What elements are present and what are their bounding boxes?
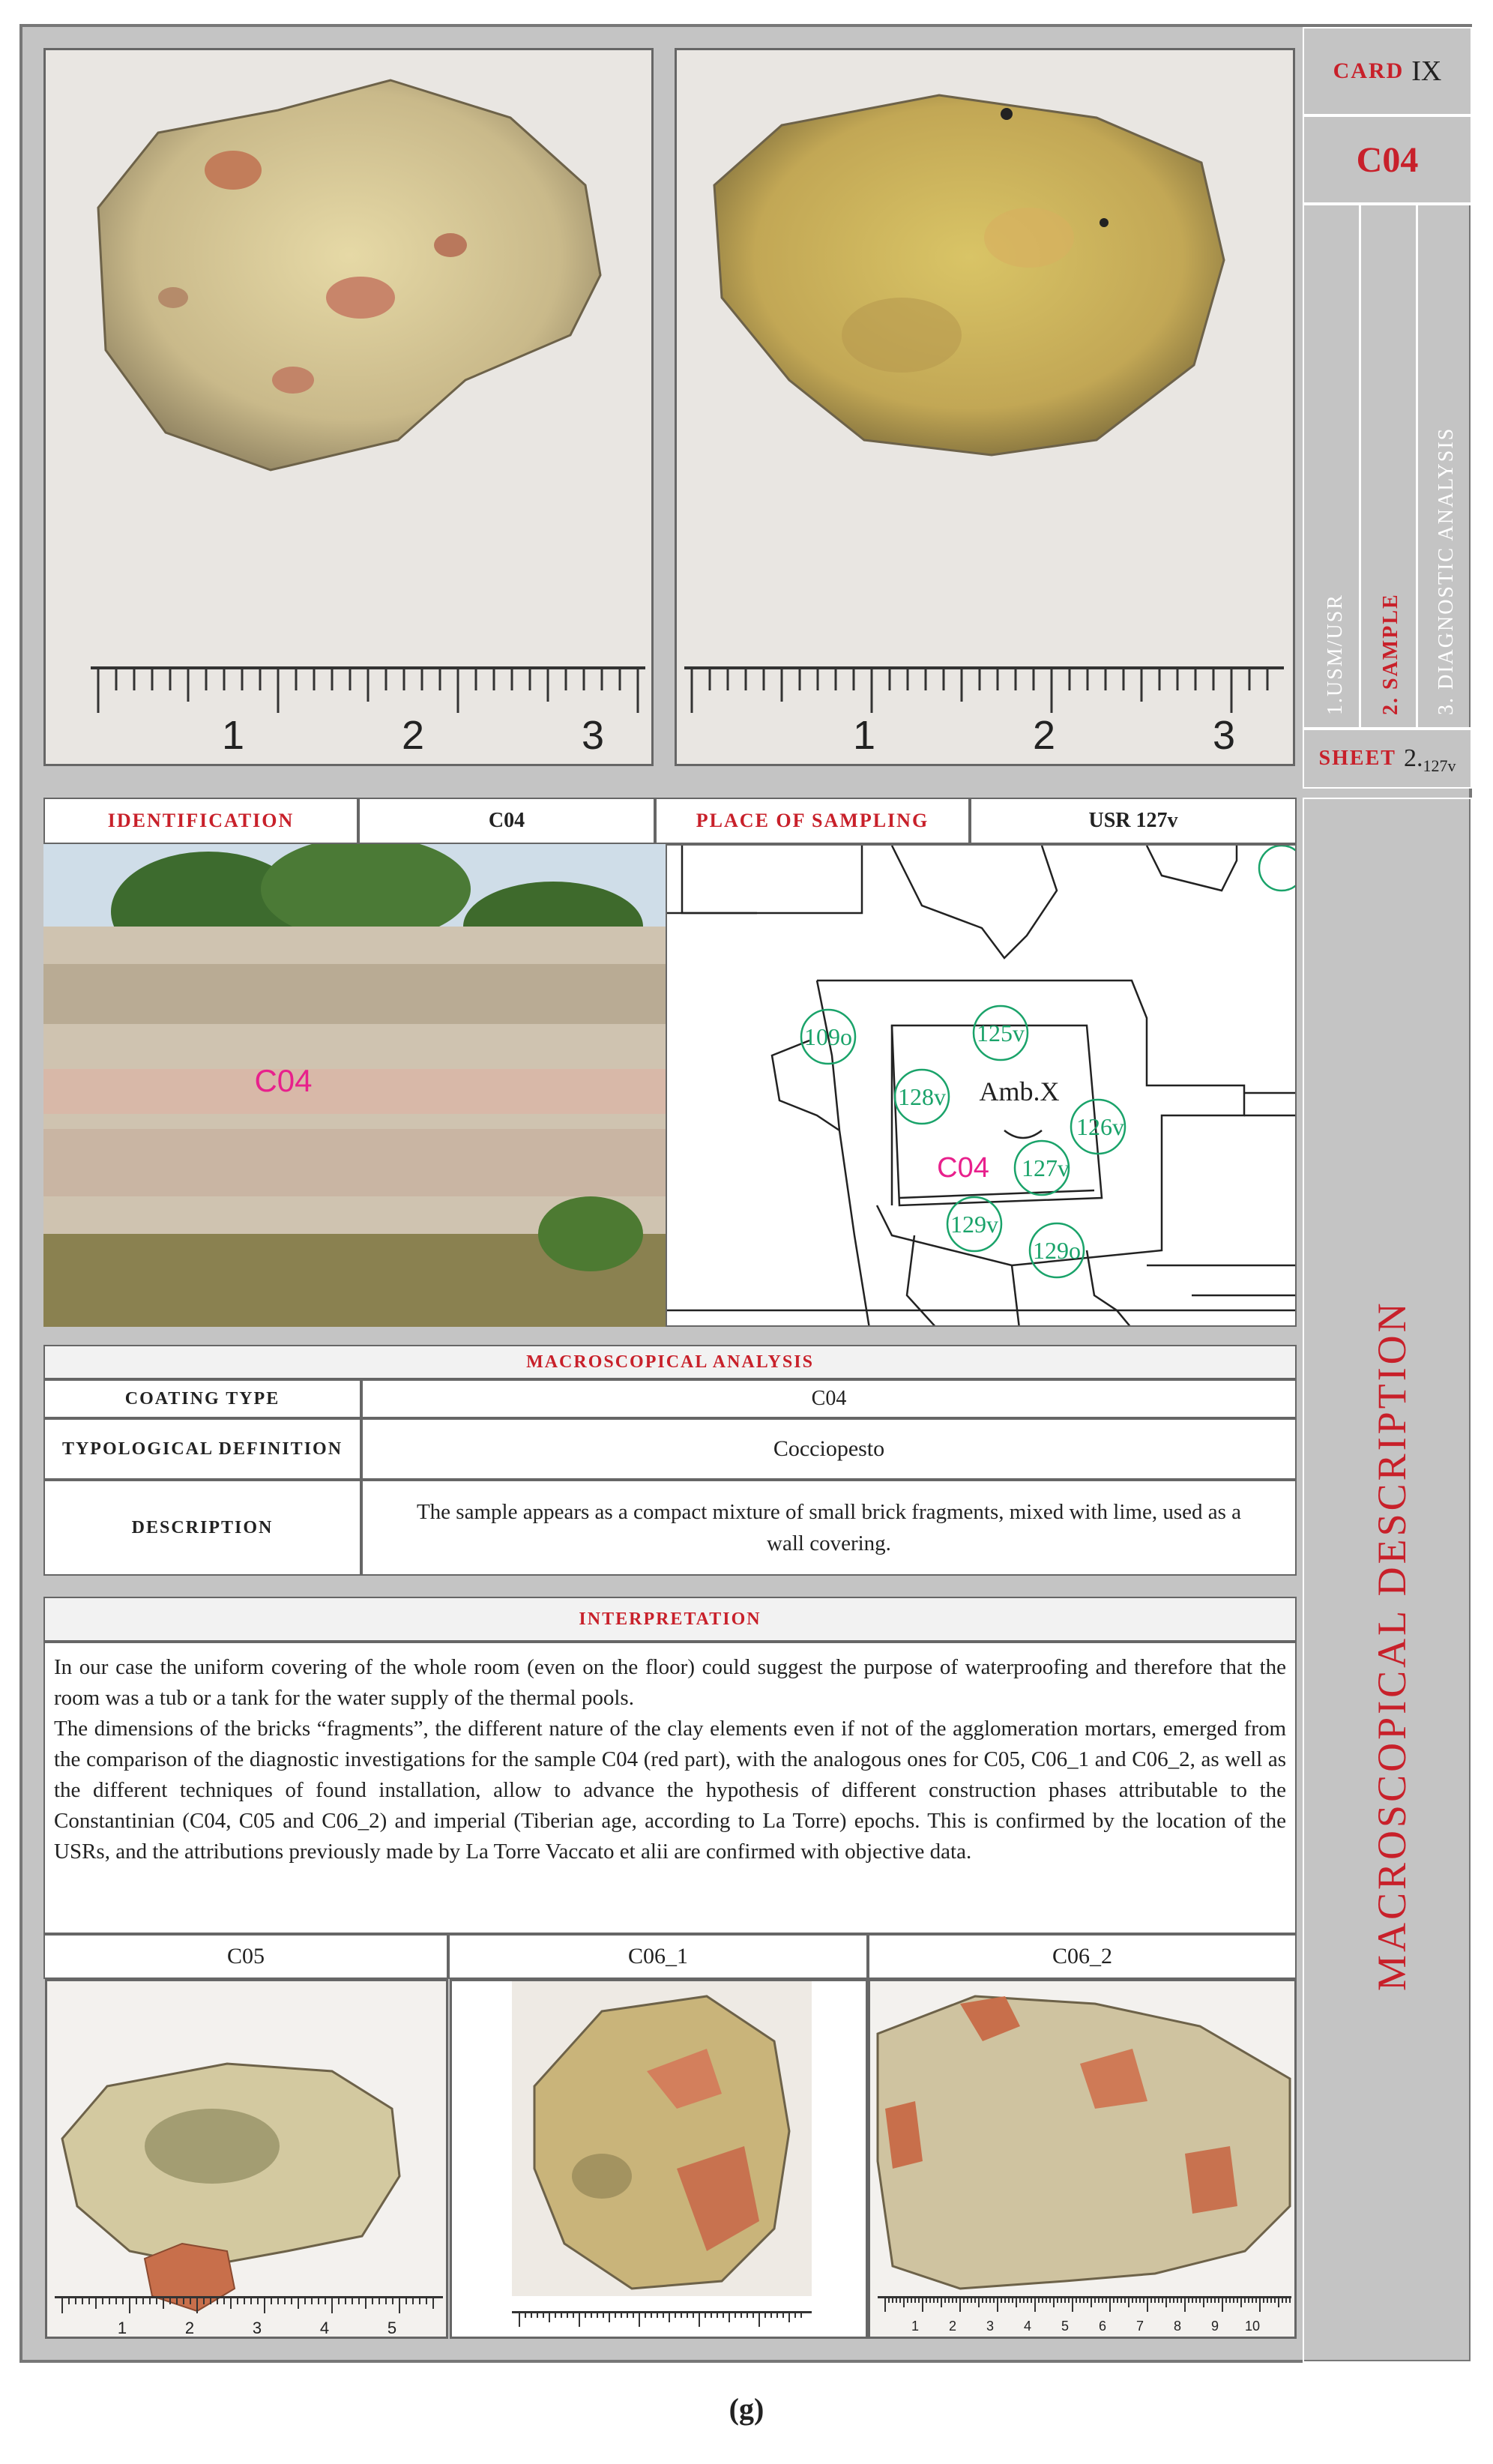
card-sheet xyxy=(19,24,1472,2363)
map-label: 125v xyxy=(977,1019,1025,1046)
macro-row-value xyxy=(361,1418,1297,1480)
side-tab-usm[interactable] xyxy=(1304,205,1361,727)
c06-2-illustration xyxy=(870,1981,1297,2339)
ruler-label: 5 xyxy=(387,2319,397,2337)
coating-type-label: COATING TYPE xyxy=(124,1388,280,1409)
sample-header-text: C05 xyxy=(226,1944,265,1969)
map-sample-tag: C04 xyxy=(937,1152,989,1184)
card-number-box xyxy=(1303,27,1472,115)
coating-type-value: C04 xyxy=(811,1387,847,1410)
sample-header-c06-2 xyxy=(868,1934,1297,1979)
interpretation-paragraph: The dimensions of the bricks “fragments”, the different nature of the clay elements even if not of the agglomeration mortars, emerged from the comparison of the diagnostic investigations for the sample C04 (red part), with the analogous ones for C05, C06_1 and C06_2, as well as the different techniques of found installation, allow to advance the hypothesis of different construction phases attributable to the Constantinian (C04, C05 and C06_2) and imperial (Tiberian age, according to La Torre) epochs. This is confirmed by the location of the USRs, and the attributions previously made by La Torre Vaccato et alii are confirmed with objective data. xyxy=(54,1717,1286,1864)
macro-title-bar xyxy=(43,1345,1297,1379)
interpretation-paragraph: In our case the uniform covering of the whole room (even on the floor) could suggest the purpose of waterproofing and therefore that the room was a tub or a tank for the water supply of the thermal pools. xyxy=(54,1655,1286,1710)
figure-caption: (g) xyxy=(729,2392,764,2426)
macro-row-label xyxy=(43,1480,361,1576)
map-label: 129o xyxy=(1033,1237,1081,1264)
site-plan-svg xyxy=(667,846,1297,1327)
ruler-label: 10 xyxy=(1244,2319,1261,2334)
macro-row-label xyxy=(43,1418,361,1480)
ruler-label: 1 xyxy=(117,2319,127,2337)
map-label: 127v xyxy=(1022,1154,1070,1181)
vertical-title-panel xyxy=(1303,798,1472,2363)
ruler-label: 2 xyxy=(948,2319,957,2334)
ruler-label: 4 xyxy=(319,2319,330,2337)
ruler-label: 7 xyxy=(1135,2319,1144,2334)
ruler-label: 1 xyxy=(221,713,245,758)
identification-label-text: IDENTIFICATION xyxy=(107,810,295,831)
c06-1-illustration xyxy=(452,1981,868,2339)
place-label-text: PLACE OF SAMPLING xyxy=(696,810,929,831)
sample-header-text: C06_2 xyxy=(1052,1944,1112,1969)
ruler-label: 3 xyxy=(1212,713,1236,758)
identification-value-text: C04 xyxy=(488,809,525,832)
sheet-sub: 127v xyxy=(1423,756,1456,775)
place-value-text: USR 127v xyxy=(1088,809,1178,832)
side-tab-diagnostic[interactable] xyxy=(1418,205,1471,727)
ruler-label: 3 xyxy=(986,2319,995,2334)
map-label: 128v xyxy=(898,1083,946,1110)
interpretation-title-bar xyxy=(43,1597,1297,1642)
macro-title: MACROSCOPICAL ANALYSIS xyxy=(526,1352,814,1372)
side-tab-label: 2. SAMPLE xyxy=(1379,593,1402,715)
ruler-label: 6 xyxy=(1098,2319,1107,2334)
interpretation-title: INTERPRETATION xyxy=(579,1609,761,1629)
card-code: C04 xyxy=(1356,139,1419,180)
ruler-label: 2 xyxy=(1032,713,1056,758)
ruler-label: 1 xyxy=(852,713,876,758)
card-number: IX xyxy=(1411,55,1442,87)
sheet-box xyxy=(1303,729,1472,789)
typological-definition-label: TYPOLOGICAL DEFINITION xyxy=(61,1439,343,1459)
ruler-label: 1 xyxy=(911,2319,920,2334)
sample-photo-c06-1 xyxy=(450,1979,868,2339)
map-label: 129v xyxy=(950,1211,998,1238)
side-tab-label: 3. DIAGNOSTIC ANALYSIS xyxy=(1435,427,1458,715)
identification-label xyxy=(43,798,358,844)
ruler-label: 3 xyxy=(252,2319,262,2337)
ruler-label: 8 xyxy=(1173,2319,1182,2334)
macro-row-label xyxy=(43,1379,361,1418)
place-of-sampling-value xyxy=(970,798,1297,844)
side-tabs xyxy=(1303,204,1472,729)
scale-ruler xyxy=(46,651,651,764)
macro-row-value xyxy=(361,1379,1297,1418)
side-tab-label: 1.USM/USR xyxy=(1324,594,1347,715)
site-plan-map xyxy=(666,844,1297,1327)
sample-header-c05 xyxy=(43,1934,448,1979)
place-of-sampling-label xyxy=(655,798,970,844)
ruler-label: 2 xyxy=(401,713,425,758)
interpretation-body xyxy=(43,1642,1297,1934)
description-label: DESCRIPTION xyxy=(131,1517,274,1537)
sample-photo-c05 xyxy=(45,1979,448,2339)
scale-ruler xyxy=(677,651,1293,764)
sample-photo-front xyxy=(43,48,654,766)
sheet-label: SHEET xyxy=(1318,747,1396,770)
typological-definition-value: Cocciopesto xyxy=(773,1436,885,1461)
ruler-ticks xyxy=(98,668,638,713)
ruler-label: 2 xyxy=(184,2319,195,2337)
ruler-label: 3 xyxy=(581,713,605,758)
sample-photo-c06-2 xyxy=(868,1979,1297,2339)
map-label: 126v xyxy=(1076,1113,1124,1140)
sample-header-c06-1 xyxy=(448,1934,868,1979)
room-label: Amb.X xyxy=(979,1076,1060,1106)
wall-photo xyxy=(43,844,666,1327)
card-code-box xyxy=(1303,115,1472,204)
sample-photo-back xyxy=(675,48,1295,766)
sample-header-text: C06_1 xyxy=(627,1944,688,1969)
ruler-label: 5 xyxy=(1061,2319,1070,2334)
ruler-label: 9 xyxy=(1210,2319,1219,2334)
wall-illustration xyxy=(43,844,666,1327)
ruler-label: 4 xyxy=(1023,2319,1032,2334)
macro-row-value xyxy=(361,1480,1297,1576)
map-label: 109o xyxy=(804,1023,852,1050)
identification-value xyxy=(358,798,655,844)
vertical-title: MACROSCOPICAL DESCRIPTION xyxy=(1369,1300,1414,1991)
c05-illustration xyxy=(47,1981,448,2339)
sheet-number: 2. xyxy=(1403,744,1423,772)
side-tab-sample[interactable] xyxy=(1361,205,1418,727)
description-value: The sample appears as a compact mixture of small brick fragments, mixed with lime, used as a wall covering. xyxy=(416,1500,1242,1555)
sample-tag: C04 xyxy=(254,1063,313,1098)
card-label: CARD xyxy=(1333,58,1405,83)
